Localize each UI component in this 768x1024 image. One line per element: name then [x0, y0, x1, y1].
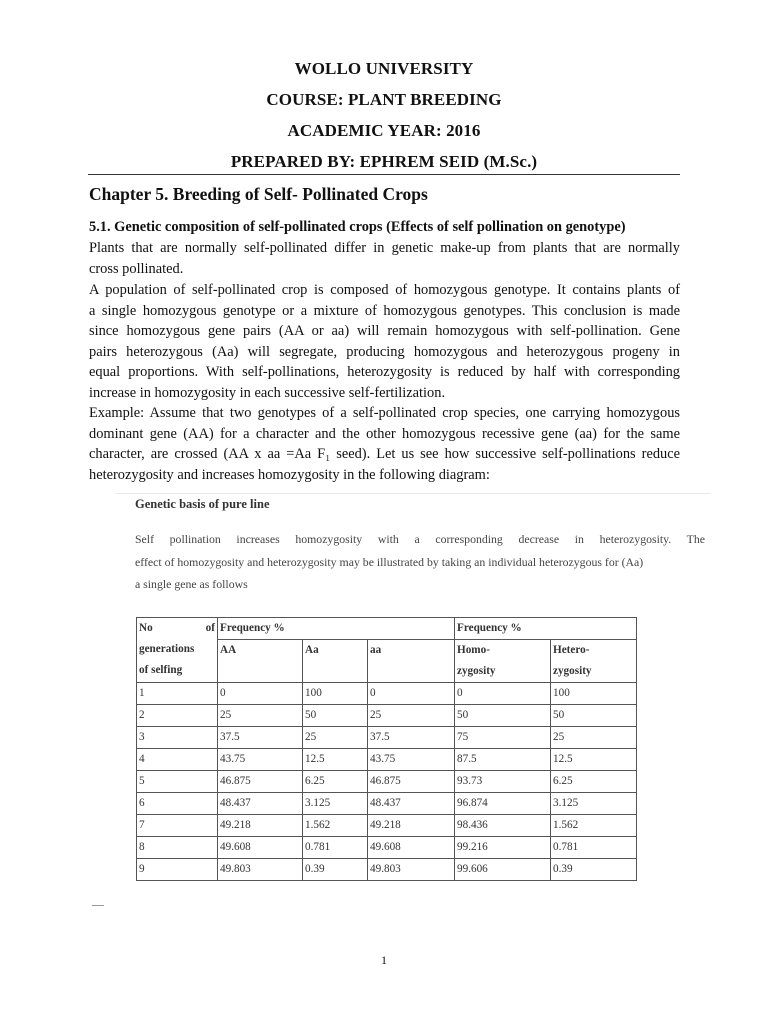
table-row — [137, 837, 637, 859]
table-cell: 4 — [137, 749, 218, 771]
table-cell: 49.218 — [218, 815, 303, 837]
table-cell: 43.75 — [368, 749, 455, 771]
table-cell: 0.781 — [551, 837, 637, 859]
table-body — [137, 683, 637, 881]
paragraph-line: heterozygosity and increases homozygosity in the following diagram: — [89, 466, 490, 483]
table-cell: 3.125 — [303, 793, 368, 815]
table-row — [137, 727, 637, 749]
paragraph-line: cross pollinated. — [89, 260, 184, 277]
frequency-table — [136, 617, 637, 881]
table-cell: 1 — [137, 683, 218, 705]
table-cell: 46.875 — [368, 771, 455, 793]
table-row — [137, 859, 637, 881]
generations-header — [137, 618, 218, 683]
col-het-line1: Hetero- — [553, 644, 590, 656]
chapter-title: Chapter 5. Breeding of Self- Pollinated Crops — [89, 184, 428, 204]
header-generations: generations — [139, 643, 195, 655]
table-cell: 49.608 — [368, 837, 455, 859]
table-cell: 46.875 — [218, 771, 303, 793]
table-cell: 50 — [303, 705, 368, 727]
table-row — [137, 705, 637, 727]
table-cell: 48.437 — [218, 793, 303, 815]
prepared-by: PREPARED BY: EPHREM SEID (M.Sc.) — [230, 152, 538, 171]
paragraph-line: character, are crossed (AA x aa =Aa F₁ seed). Let us see how successive self-pollinations reduce — [89, 446, 680, 462]
paragraph-line: Example: Assume that two genotypes of a self-pollinated crop species, one carrying homozygous — [89, 405, 680, 421]
paragraph-line: A population of self-pollinated crop is composed of homozygous genotype. It contains plants of — [89, 282, 680, 298]
col-Aa: Aa — [303, 640, 368, 683]
table-cell: 0.39 — [303, 859, 368, 881]
table-cell: 0 — [455, 683, 551, 705]
table-cell: 99.216 — [455, 837, 551, 859]
col-aa: aa — [368, 640, 455, 683]
header-divider — [88, 174, 680, 175]
table-cell: 49.608 — [218, 837, 303, 859]
figure-text-line: Self pollination increases homozygosity with a corresponding decrease in heterozygosity. The — [135, 532, 705, 546]
table-cell: 50 — [551, 705, 637, 727]
table-row — [137, 771, 637, 793]
figure-text-line: effect of homozygosity and heterozygosity may be illustrated by taking an individual heterozygous for (Aa) — [135, 554, 644, 569]
table-cell: 0 — [218, 683, 303, 705]
paragraph-line: dominant gene (AA) for a character and the other homozygous recessive gene (aa) for the same — [89, 425, 680, 442]
academic-year: ACADEMIC YEAR: 2016 — [287, 121, 481, 140]
paragraph-3 — [89, 403, 680, 485]
table-cell: 93.73 — [455, 771, 551, 793]
table-cell: 1.562 — [551, 815, 637, 837]
table-cell: 0.781 — [303, 837, 368, 859]
table-cell: 25 — [368, 705, 455, 727]
figure-mark — [92, 905, 104, 906]
table-row — [137, 749, 637, 771]
table-cell: 100 — [551, 683, 637, 705]
paragraph-1 — [89, 238, 680, 279]
table-cell: 37.5 — [218, 727, 303, 749]
table-cell: 96.874 — [455, 793, 551, 815]
table-cell: 87.5 — [455, 749, 551, 771]
table-cell: 7 — [137, 815, 218, 837]
table-cell: 100 — [303, 683, 368, 705]
table-cell: 3 — [137, 727, 218, 749]
col-AA: AA — [218, 640, 303, 683]
figure-text — [135, 528, 705, 596]
table-cell: 49.803 — [368, 859, 455, 881]
table-cell: 6.25 — [551, 771, 637, 793]
header-no: No — [139, 622, 153, 634]
table-cell: 25 — [303, 727, 368, 749]
paragraph-2 — [89, 280, 680, 403]
table-header-row — [137, 618, 637, 640]
table-cell: 0 — [368, 683, 455, 705]
figure-title: Genetic basis of pure line — [135, 497, 270, 511]
table-cell: 12.5 — [551, 749, 637, 771]
table-cell: 6.25 — [303, 771, 368, 793]
paragraph-line: a single homozygous genotype or a mixture of homozygous genotypes. This conclusion is made — [89, 302, 680, 319]
table-cell: 25 — [218, 705, 303, 727]
col-homozygosity — [455, 640, 551, 683]
table-cell: 49.218 — [368, 815, 455, 837]
table-cell: 1.562 — [303, 815, 368, 837]
paragraph-line: since homozygous gene pairs (AA or aa) will remain homozygous with self-pollination. Gene — [89, 323, 680, 339]
table-row — [137, 793, 637, 815]
table-cell: 49.803 — [218, 859, 303, 881]
table-cell: 8 — [137, 837, 218, 859]
table-cell: 9 — [137, 859, 218, 881]
table-cell: 98.436 — [455, 815, 551, 837]
table-cell: 2 — [137, 705, 218, 727]
course-name: COURSE: PLANT BREEDING — [266, 90, 502, 109]
page-number: 1 — [381, 953, 387, 967]
table-cell: 3.125 — [551, 793, 637, 815]
frequency-group-2: Frequency % — [455, 618, 637, 640]
table-cell: 6 — [137, 793, 218, 815]
university-name: WOLLO UNIVERSITY — [294, 59, 474, 78]
table-cell: 0.39 — [551, 859, 637, 881]
paragraph-line: equal proportions. With self-pollinations, heterozygosity is reduced by half with corresponding — [89, 364, 680, 380]
figure-border — [116, 493, 710, 494]
table-cell: 37.5 — [368, 727, 455, 749]
paragraph-line: Plants that are normally self-pollinated differ in genetic make-up from plants that are normally — [89, 240, 680, 256]
figure-text-line: a single gene as follows — [135, 577, 248, 591]
col-homo-line2: zygosity — [457, 665, 496, 677]
paragraph-line: pairs heterozygous (Aa) will segregate, producing homozygous and heterozygous progeny in — [89, 343, 680, 360]
col-heterozygosity — [551, 640, 637, 683]
table-cell: 25 — [551, 727, 637, 749]
table-row — [137, 815, 637, 837]
section-title: 5.1. Genetic composition of self-pollinated crops (Effects of self pollination on genotype) — [89, 219, 626, 235]
table-row — [137, 683, 637, 705]
table-cell: 99.606 — [455, 859, 551, 881]
header-selfing: of selfing — [139, 664, 183, 676]
col-het-line2: zygosity — [553, 665, 592, 677]
table-cell: 12.5 — [303, 749, 368, 771]
frequency-group-1: Frequency % — [218, 618, 455, 640]
header-of: of — [205, 622, 215, 634]
paragraph-line: increase in homozygosity in each successive self-fertilization. — [89, 384, 446, 401]
table-cell: 75 — [455, 727, 551, 749]
table-cell: 48.437 — [368, 793, 455, 815]
table-cell: 43.75 — [218, 749, 303, 771]
table-cell: 5 — [137, 771, 218, 793]
table-cell: 50 — [455, 705, 551, 727]
col-homo-line1: Homo- — [457, 644, 490, 656]
